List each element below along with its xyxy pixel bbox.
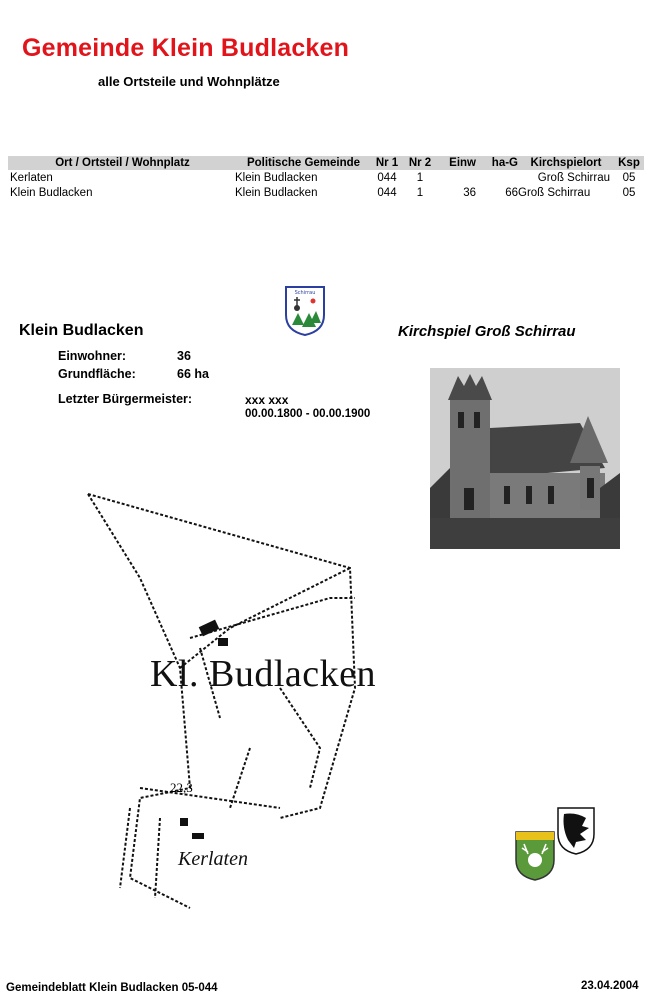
area-label: Grundfläche: [58,367,136,381]
residents-label: Einwohner: [58,349,127,363]
footer-date: 23.04.2004 [581,980,639,992]
map-label-main: Kl. Budlacken [150,653,377,695]
stag-coat-of-arms-icon [514,830,556,882]
mayor-term: 00.00.1800 - 00.00.1900 [245,408,371,420]
parish-label: Kirchspiel Groß Schirrau [398,323,576,340]
historic-map [80,488,420,910]
table-row [8,185,644,200]
cell-place: Kerlaten [10,171,53,184]
cell-municipality: Klein Budlacken [235,186,318,199]
cell-place: Klein Budlacken [10,186,93,199]
area-value: 66 ha [177,367,209,381]
cell-residents: 36 [463,186,476,199]
map-label-sub: Kerlaten [178,848,248,870]
column-header-parish: Kirchspielort [518,156,614,170]
eagle-coat-of-arms-icon [556,806,596,856]
cell-ksp: 05 [622,186,636,199]
cell-nr1: 044 [377,171,397,184]
map-height-mark: 22,3 [170,780,193,795]
cell-area [476,170,518,185]
cell-nr2: 1 [416,171,424,184]
page-subtitle: alle Ortsteile und Wohnplätze [98,74,280,89]
column-header-nr2: Nr 2 [402,156,438,170]
cell-nr1: 044 [377,186,397,199]
footer-document-label: Gemeindeblatt Klein Budlacken 05-044 [6,982,218,994]
column-header-ksp: Ksp [614,156,644,170]
page-title: Gemeinde Klein Budlacken [22,34,350,62]
column-header-area: ha-G [476,156,518,170]
column-header-residents: Einw [438,156,476,170]
residents-value: 36 [177,349,191,363]
cell-municipality: Klein Budlacken [235,171,318,184]
table-header-row [8,156,644,170]
cell-ksp: 05 [622,171,636,184]
places-table [8,156,644,200]
municipality-name: Klein Budlacken [19,322,144,339]
church-illustration [430,368,620,549]
cell-area: 66 [505,186,518,199]
column-header-nr1: Nr 1 [372,156,402,170]
church-photo [430,368,620,549]
mayor-name: xxx xxx [245,393,289,407]
table-row [8,170,644,185]
parish-crest-icon [284,285,326,337]
parish-crest-text: Schirrau [294,290,316,296]
cell-residents [438,170,476,185]
column-header-municipality: Politische Gemeinde [235,156,372,170]
cell-parish: Groß Schirrau [518,186,591,199]
cell-nr2: 1 [416,186,424,199]
cell-parish: Groß Schirrau [537,171,610,184]
mayor-label: Letzter Bürgermeister: [58,392,193,406]
column-header-place: Ort / Ortsteil / Wohnplatz [8,156,235,170]
